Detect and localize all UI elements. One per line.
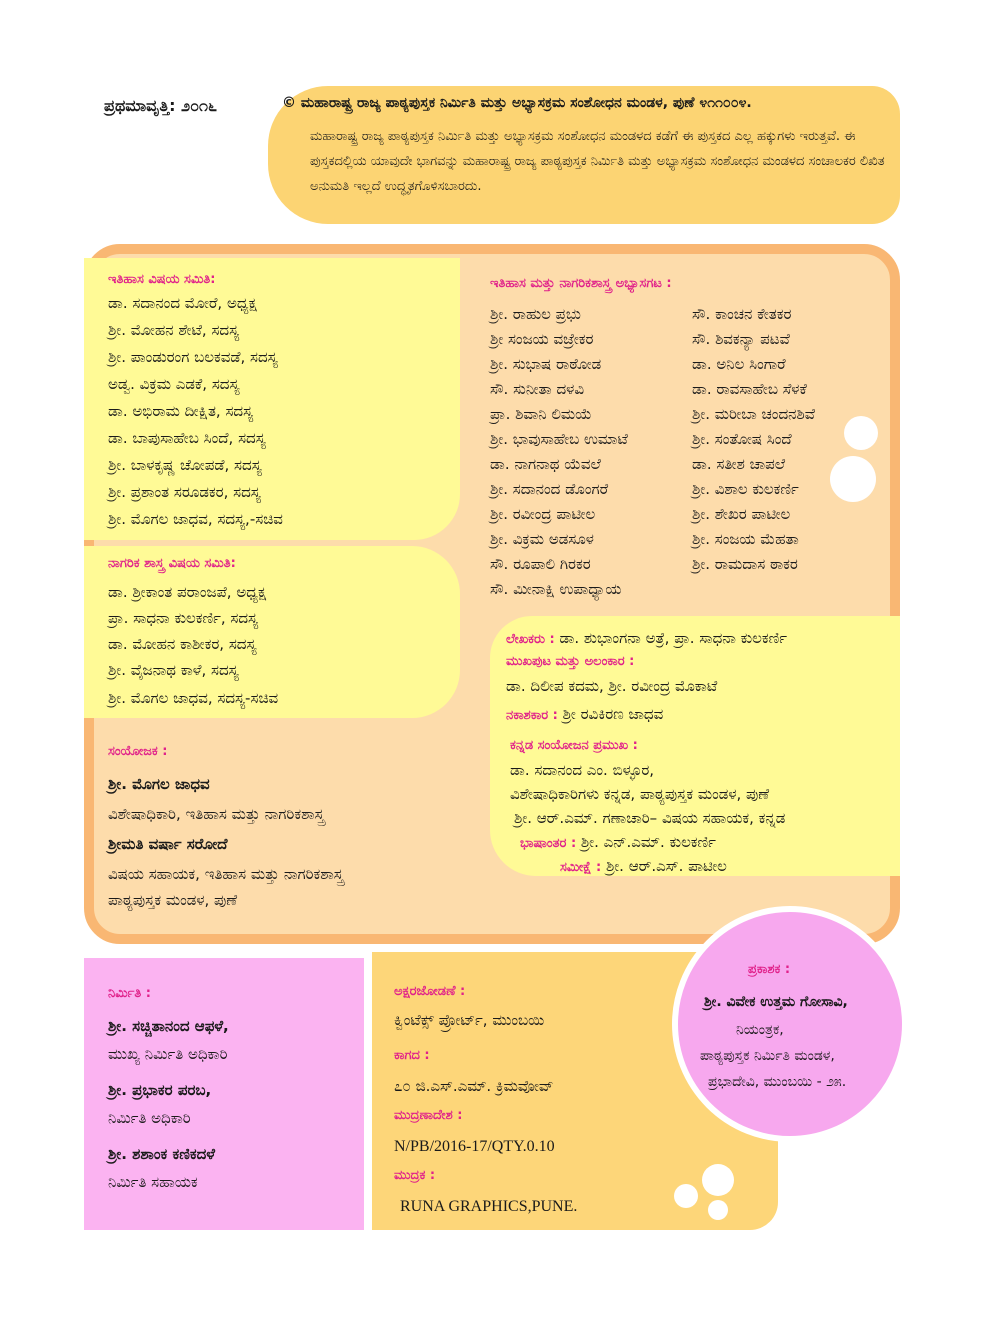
paper-value: ೭೦ ಜಿ.ಎಸ್.ಎಮ್. ಕ್ರಿಮವೋವ್ bbox=[394, 1077, 554, 1095]
production-name: ಶ್ರೀ. ಶಶಾಂಕ ಕಣಿಕದಳೆ bbox=[108, 1145, 216, 1163]
decor-dot bbox=[844, 416, 878, 450]
translation-label: ಭಾಷಾಂತರ : bbox=[520, 836, 577, 851]
study-group-member: ಡಾ. ರಾವಸಾಹೇಬ ಸೆಳಕೆ bbox=[692, 380, 807, 398]
study-group-member: ಶ್ರೀ. ಶೇಖರ ಪಾಟೀಲ bbox=[692, 505, 791, 523]
production-role: ನಿರ್ಮಿತಿ ಸಹಾಯಕ bbox=[108, 1173, 198, 1191]
civics-member: ಪ್ರಾ. ಸಾಧನಾ ಕುಲಕರ್ಣಿ, ಸದಸ್ಯ bbox=[108, 609, 259, 627]
review-name: ಶ್ರೀ. ಆರ್.ಎಸ್. ಪಾಟೀಲ bbox=[601, 857, 727, 875]
study-group-member: ಸೌ. ರೂಪಾಲಿ ಗಿರಕರ bbox=[490, 555, 591, 573]
translation-name: ಶ್ರೀ. ಎನ್.ಎಮ್. ಕುಲಕರ್ಣಿ bbox=[576, 833, 716, 851]
study-group-member: ಶ್ರೀ. ಸಂತೋಷ ಸಿಂದೆ bbox=[692, 430, 792, 448]
study-group-member: ಶ್ರೀ. ಭಾವುಸಾಹೇಬ ಉಮಾಟೆ bbox=[490, 430, 628, 448]
publisher-name: ಶ್ರೀ. ವಿವೇಕ ಉತ್ತಮ ಗೋಸಾವಿ, bbox=[704, 994, 848, 1010]
study-group-member: ಶ್ರೀ. ವಿಕ್ರಮ ಅಡಸೂಳ bbox=[490, 530, 594, 548]
printer-value: RUNA GRAPHICS,PUNE. bbox=[400, 1198, 578, 1215]
study-group-member: ಶ್ರೀ. ಮರೀಬಾ ಚಂದನಶಿವೆ bbox=[692, 405, 815, 423]
history-member: ಡಾ. ಬಾಪುಸಾಹೇಬ ಸಿಂದೆ, ಸದಸ್ಯ bbox=[108, 429, 266, 447]
production-role: ಮುಖ್ಯ ನಿರ್ಮಿತಿ ಅಧಿಕಾರಿ bbox=[108, 1045, 228, 1063]
production-role: ನಿರ್ಮಿತಿ ಅಧಿಕಾರಿ bbox=[108, 1109, 191, 1127]
publisher-address: ಪ್ರಭಾದೇವಿ, ಮುಂಬಯಿ - ೨೫. bbox=[708, 1074, 847, 1090]
study-group-member: ಶ್ರೀ ಸಂಜಯ ವಜ್ರೇಕರ bbox=[490, 330, 594, 348]
decor-dot bbox=[830, 456, 876, 502]
study-group-heading: ಇತಿಹಾಸ ಮತ್ತು ನಾಗರಿಕಶಾಸ್ತ್ರ ಅಭ್ಯಾಸಗಟ : bbox=[490, 276, 672, 291]
review-label: ಸಮೀಕ್ಷೆ : bbox=[560, 860, 602, 875]
history-member: ಶ್ರೀ. ಮೊಗಲ ಜಾಧವ, ಸದಸ್ಯ,-ಸಚಿವ bbox=[108, 510, 283, 528]
writers-label: ಲೇಖಕರು : bbox=[506, 632, 555, 647]
print-order-value: N/PB/2016-17/QTY.0.10 bbox=[394, 1138, 555, 1155]
review-line bbox=[560, 854, 727, 880]
kannada-coordinator: ಡಾ. ಸದಾನಂದ ಎಂ. ಬಿಳ್ಳೂರ, bbox=[510, 761, 655, 779]
study-group-member: ಡಾ. ಅನಿಲ ಸಿಂಗಾರೆ bbox=[692, 355, 786, 373]
typeset-value: ಕ್ವಿಂಟೆಕ್ಸ್ ಪ್ರೋರ್ಟ್, ಮುಂಬಯಿ bbox=[394, 1011, 545, 1029]
map-name: ಶ್ರೀ ರವಿಕಿರಣ ಜಾಧವ bbox=[557, 705, 664, 723]
history-member: ಅಡ್ವ. ವಿಕ್ರಮ ಎಡಕೆ, ಸದಸ್ಯ bbox=[108, 375, 240, 393]
paper-label: ಕಾಗದ : bbox=[394, 1048, 430, 1063]
edition-label: ಪ್ರಥಮಾವೃತ್ತಿ: ೨೦೧೬ bbox=[104, 96, 217, 115]
copyright-title: © ಮಹಾರಾಷ್ಟ್ರ ರಾಜ್ಯ ಪಾಠ್ಯಪುಸ್ತಕ ನಿರ್ಮಿತಿ ಮತ್ತು ಅಭ್ಯಾಸಕ್ರಮ ಸಂಶೋಧನ ಮಂಡಳ, ಪುಣೆ ೪೧೧೦೦೪. bbox=[282, 95, 752, 111]
study-group-member: ಡಾ. ನಾಗನಾಥ ಯೆವಲೆ bbox=[490, 455, 601, 473]
kannada-coordinator-label: ಕನ್ನಡ ಸಂಯೋಜನ ಪ್ರಮುಖ : bbox=[510, 738, 638, 753]
copyright-text: ಮಹಾರಾಷ್ಟ್ರ ರಾಜ್ಯ ಪಾಠ್ಯಪುಸ್ತಕ ನಿರ್ಮಿತಿ ಮತ್ತು ಅಭ್ಯಾಸಕ್ರಮ ಸಂಶೋಧನ ಮಂಡಳದ ಕಡೆಗೆ ಈ ಪುಸ್ತಕದ ಎಲ್ಲ ಹಕ್ಕುಗಳು ಇರುತ್ತವೆ. ಈ ಪುಸ್ತಕದಲ್ಲಿಯ ಯಾವುದೇ ಭಾಗವನ್ನು ಮಹಾರಾಷ್ಟ್ರ ರಾಜ್ಯ ಪಾಠ್ಯಪುಸ್ತಕ ನಿರ್ಮಿತಿ ಮತ್ತು ಅಭ್ಯಾಸಕ್ರಮ ಸಂಶೋಧನ ಮಂಡಳದ ಸಂಚಾಲಕರ ಲಿಖಿತ ಅನುಮತಿ ಇಲ್ಲದೆ ಉದ್ಧೃತಗೊಳಿಸಬಾರದು. bbox=[310, 129, 885, 194]
writers-line bbox=[506, 626, 787, 652]
civics-member: ಶ್ರೀ. ವೈಜನಾಥ ಕಾಳೆ, ಸದಸ್ಯ bbox=[108, 661, 239, 679]
civics-member: ಡಾ. ಮೋಹನ ಕಾಶೀಕರ, ಸದಸ್ಯ bbox=[108, 635, 257, 653]
print-order-label: ಮುದ್ರಣಾದೇಶ : bbox=[394, 1108, 463, 1123]
history-member: ಡಾ. ಸದಾನಂದ ಮೋರೆ, ಅಧ್ಯಕ್ಷ bbox=[108, 294, 257, 312]
kannada-coordinator-role: ವಿಶೇಷಾಧಿಕಾರಿಗಳು ಕನ್ನಡ, ಪಾಠ್ಯಪುಸ್ತಕ ಮಂಡಳ, ಪುಣೆ bbox=[510, 785, 770, 803]
history-member: ಶ್ರೀ. ಪಾಂಡುರಂಗ ಬಲಕವಡೆ, ಸದಸ್ಯ bbox=[108, 348, 278, 366]
study-group-member: ಶ್ರೀ. ರವೀಂದ್ರ ಪಾಟೀಲ bbox=[490, 505, 596, 523]
civics-member: ಶ್ರೀ. ಮೊಗಲ ಜಾಧವ, ಸದಸ್ಯ-ಸಚಿವ bbox=[108, 689, 279, 707]
study-group-member: ಸೌ. ಶಿವಕನ್ಯಾ ಪಟವೆ bbox=[692, 330, 790, 348]
decor-dot bbox=[702, 1164, 734, 1196]
translation-line bbox=[520, 830, 716, 856]
civics-member: ಡಾ. ಶ್ರೀಕಾಂತ ಪರಾಂಜಪೆ, ಅಧ್ಯಕ್ಷ bbox=[108, 583, 267, 601]
publisher-circle bbox=[672, 906, 908, 1142]
cover-label: ಮುಖಪುಟ ಮತ್ತು ಅಲಂಕಾರ : bbox=[506, 654, 635, 669]
publisher-heading: ಪ್ರಕಾಶಕ : bbox=[748, 962, 791, 977]
production-name: ಶ್ರೀ. ಸಚ್ಚಿತಾನಂದ ಆಫಳೆ, bbox=[108, 1017, 229, 1035]
study-group-member: ಶ್ರೀ. ರಾಮದಾಸ ಠಾಕರ bbox=[692, 555, 798, 573]
map-line bbox=[506, 702, 663, 728]
coordinator-name: ಶ್ರೀಮತಿ ವರ್ಷಾ ಸರೋದೆ bbox=[108, 835, 228, 853]
study-group-member: ಶ್ರೀ. ಸದಾನಂದ ಡೊಂಗರೆ bbox=[490, 480, 609, 498]
study-group-member: ಪ್ರಾ. ಶಿವಾನಿ ಲಿಮಯೆ bbox=[490, 405, 592, 423]
decor-dot bbox=[674, 1184, 698, 1208]
decor-dot bbox=[708, 1200, 728, 1220]
study-group-member: ಡಾ. ಸತೀಶ ಚಾಪಲೆ bbox=[692, 455, 786, 473]
coordinator-name: ಶ್ರೀ. ಮೊಗಲ ಜಾಧವ bbox=[108, 775, 210, 793]
history-member: ಶ್ರೀ. ಮೋಹನ ಶೇಟೆ, ಸದಸ್ಯ bbox=[108, 321, 240, 339]
production-heading: ನಿರ್ಮಿತಿ : bbox=[108, 986, 152, 1001]
printer-label: ಮುದ್ರಕ : bbox=[394, 1168, 436, 1183]
coordinator-role: ವಿಶೇಷಾಧಿಕಾರಿ, ಇತಿಹಾಸ ಮತ್ತು ನಾಗರಿಕಶಾಸ್ತ್ರ bbox=[108, 805, 325, 823]
coordinator-role: ವಿಷಯ ಸಹಾಯಕ, ಇತಿಹಾಸ ಮತ್ತು ನಾಗರಿಕಶಾಸ್ತ್ರ bbox=[108, 865, 344, 883]
publisher-title: ನಿಯಂತ್ರಕ, bbox=[736, 1022, 784, 1038]
cover-names: ಡಾ. ದಿಲೀಪ ಕದಮ, ಶ್ರೀ. ರವೀಂದ್ರ ಮೊಕಾಟೆ bbox=[506, 677, 718, 695]
civics-committee-heading: ನಾಗರಿಕ ಶಾಸ್ತ್ರ ವಿಷಯ ಸಮಿತಿ: bbox=[108, 556, 236, 571]
kannada-assistant: ಶ್ರೀ. ಆರ್.ಎಮ್. ಗಣಾಚಾರಿ– ವಿಷಯ ಸಹಾಯಕ, ಕನ್ನಡ bbox=[514, 809, 786, 827]
coordinator-role: ಪಾಠ್ಯಪುಸ್ತಕ ಮಂಡಳ, ಪುಣೆ bbox=[108, 891, 238, 909]
study-group-member: ಶ್ರೀ. ರಾಹುಲ ಪ್ರಭು bbox=[490, 305, 581, 323]
production-name: ಶ್ರೀ. ಪ್ರಭಾಕರ ಪರಬ, bbox=[108, 1081, 212, 1099]
writers-names: ಡಾ. ಶುಭಾಂಗನಾ ಅತ್ರೆ, ಪ್ರಾ. ಸಾಧನಾ ಕುಲಕರ್ಣಿ bbox=[554, 629, 788, 647]
study-group-member: ಸೌ. ಸುನೀತಾ ದಳವಿ bbox=[490, 380, 584, 398]
history-member: ಶ್ರೀ. ಪ್ರಶಾಂತ ಸರೂಡಕರ, ಸದಸ್ಯ bbox=[108, 483, 261, 501]
publisher-org: ಪಾಠ್ಯಪುಸ್ತಕ ನಿರ್ಮಿತಿ ಮಂಡಳ, bbox=[700, 1048, 835, 1064]
study-group-member: ಶ್ರೀ. ಸಂಜಯ ಮೆಹತಾ bbox=[692, 530, 799, 548]
history-member: ಡಾ. ಅಭಿರಾಮ ದೀಕ್ಷಿತ, ಸದಸ್ಯ bbox=[108, 402, 254, 420]
coordinator-heading: ಸಂಯೋಜಕ : bbox=[108, 744, 168, 759]
study-group-member: ಶ್ರೀ. ಸುಭಾಷ ರಾಠೋಡ bbox=[490, 355, 602, 373]
study-group-member: ಸೌ. ಮೀನಾಕ್ಷಿ ಉಪಾಧ್ಯಾಯ bbox=[490, 580, 622, 598]
history-committee-heading: ಇತಿಹಾಸ ವಿಷಯ ಸಮಿತಿ: bbox=[108, 272, 216, 287]
map-label: ನಕಾಶಕಾರ : bbox=[506, 708, 558, 723]
typeset-label: ಅಕ್ಷರಜೋಡಣೆ : bbox=[394, 984, 466, 999]
study-group-member: ಸೌ. ಕಾಂಚನ ಕೇತಕರ bbox=[692, 305, 792, 323]
history-member: ಶ್ರೀ. ಬಾಳಕೃಷ್ಣ ಚೋಪಡೆ, ಸದಸ್ಯ bbox=[108, 456, 262, 474]
study-group-member: ಶ್ರೀ. ವಿಶಾಲ ಕುಲಕರ್ಣಿ bbox=[692, 480, 799, 498]
